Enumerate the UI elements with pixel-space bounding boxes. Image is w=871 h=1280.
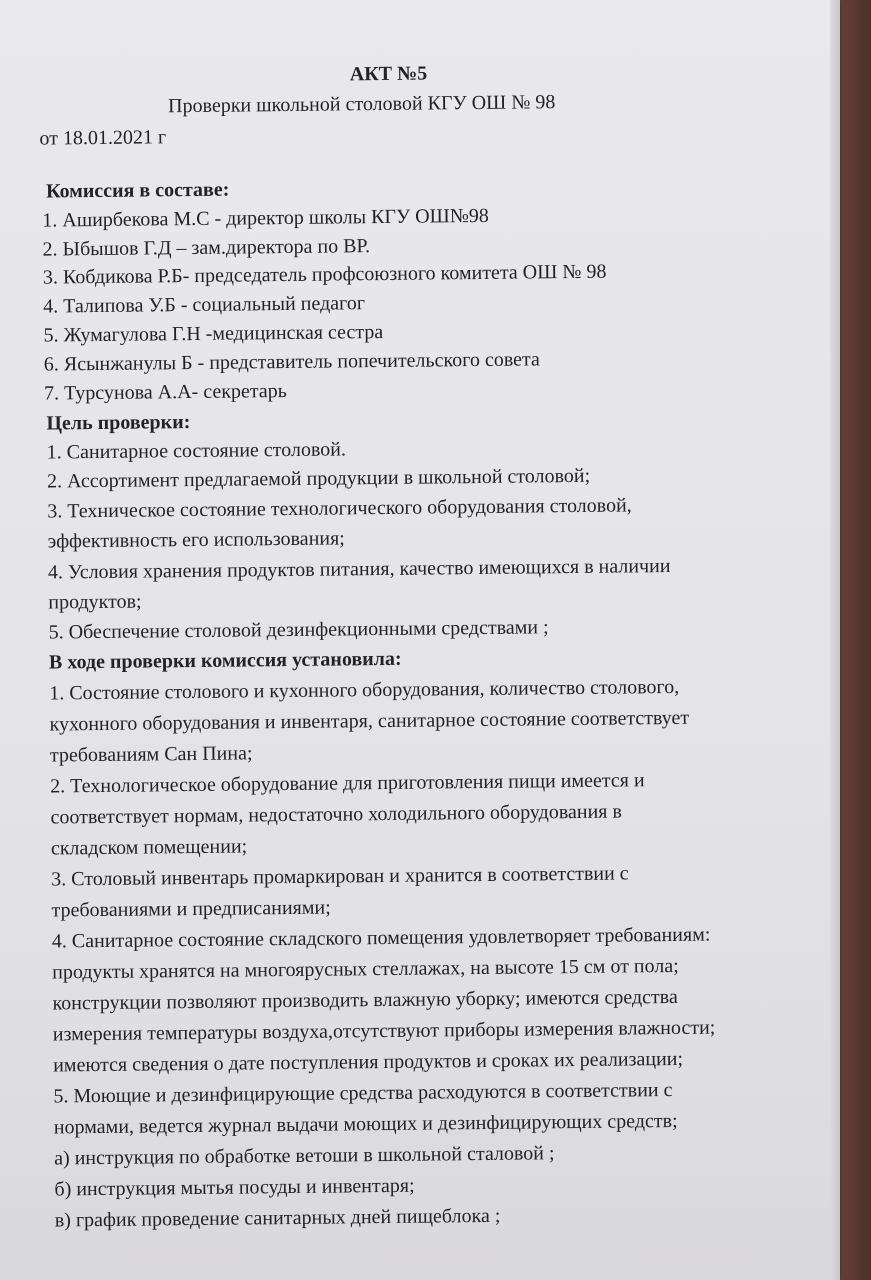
commission-member: 1. Аширбекова М.С - директор школы КГУ ОШ№98 <box>42 204 489 232</box>
findings-line: складском помещении; <box>50 835 248 860</box>
commission-member: 7. Турсунова А.А- секретарь <box>44 380 287 405</box>
commission-member: 5. Жумагулова Г.Н -медицинская сестра <box>43 321 384 347</box>
findings-line: 2. Технологическое оборудование для приготовления пищи имеется и <box>50 769 645 798</box>
commission-heading: Комиссия в составе: <box>45 178 230 203</box>
purpose-line: 5. Обеспечение столовой дезинфекционными средствами ; <box>48 616 549 644</box>
findings-line: измерения температуры воздуха,отсутствуют приборы измерения влажности; <box>52 1016 716 1046</box>
commission-member: 2. Ыбышов Г.Д – зам.директора по ВР. <box>42 235 371 261</box>
commission-member: 3. Кобдикова Р.Б- председатель профсоюзного комитета ОШ № 98 <box>42 260 607 289</box>
commission-member: 6. Ясынжанулы Б - представитель попечительского совета <box>43 348 540 376</box>
findings-line: 5. Моющие и дезинфицирующие средства расходуются в соответствии с <box>53 1079 673 1108</box>
purpose-line: 3. Техническое состояние технологического оборудования столовой, <box>47 494 632 523</box>
findings-line: продукты хранятся на многоярусных стеллажах, на высоте 15 см от пола; <box>52 954 679 984</box>
findings-line: требованиями и предписаниями; <box>51 896 331 922</box>
findings-line: в) график проведение санитарных дней пищеблока ; <box>54 1204 501 1232</box>
findings-line: а) инструкция по обработке ветоши в школьной сталовой ; <box>54 1142 555 1170</box>
purpose-line: 4. Условия хранения продуктов питания, качество имеющихся в наличии <box>47 555 671 584</box>
purpose-line: 2. Ассортимент предлагаемой продукции в школьной столовой; <box>46 464 591 493</box>
findings-line: кухонного оборудования и инвентаря, санитарное состояние соответствует <box>49 706 690 736</box>
purpose-line: продуктов; <box>48 590 142 614</box>
findings-line: соответствует нормам, недостаточно холодильного оборудования в <box>50 800 623 829</box>
findings-line: нормами, ведется журнал выдачи моющих и дезинфицирующих средств; <box>53 1109 678 1139</box>
document-date: от 18.01.2021 г <box>39 126 167 150</box>
purpose-line: 1. Санитарное состояние столовой. <box>46 438 347 464</box>
findings-line: 3. Столовый инвентарь промаркирован и хранится в соответствии с <box>51 862 629 891</box>
findings-line: конструкции позволяют производить влажную уборку; имеются средства <box>52 985 678 1015</box>
findings-line: б) инструкция мытья посуды и инвентаря; <box>54 1174 415 1201</box>
document-subtitle: Проверки школьной столовой КГУ ОШ № 98 <box>168 91 556 118</box>
findings-heading: В ходе проверки комиссия установила: <box>48 647 402 674</box>
commission-member: 4. Талипова У.Б - социальный педагог <box>43 292 366 318</box>
purpose-heading: Цель проверки: <box>46 411 191 435</box>
document-title: АКТ №5 <box>349 62 428 86</box>
findings-line: 4. Санитарное состояние складского помещения удовлетворяет требованиям: <box>51 923 711 953</box>
findings-line: имеются сведения о дате поступления продуктов и сроках их реализации; <box>53 1047 684 1077</box>
purpose-line: эффективность его использования; <box>47 527 345 553</box>
findings-line: требованиям Сан Пина; <box>49 742 253 767</box>
findings-line: 1. Состояние столового и кухонного оборудования, количество столового, <box>49 675 680 705</box>
